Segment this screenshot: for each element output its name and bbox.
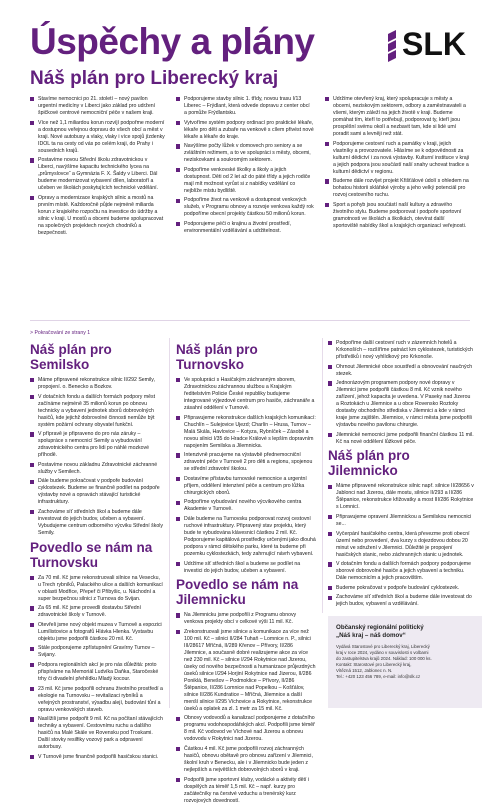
imprint-line: Kontakt: Starostové pro Liberecký kraj,	[336, 662, 412, 668]
list-item: Sport a pohyb jsou součástí naší kultury a zdravého životního stylu. Budeme podporovat i podpoře sportovní gramotnosti ve školách a školkách, otevírat další sportoviště nabídky škol a krajských organizací veřejnosti.	[325, 202, 470, 230]
list-item: V dotačních fondu a dalších formách podpory měst začínáme nejméně 35 milionů korun po obnovu technicky a vybavení jednotek sborů dobrovolných hasičů, kde jejichž dobrovolné činnosti nemůže být systém požární ochrany obyvatel funkční.	[30, 394, 163, 429]
bottom-column-2	[176, 340, 316, 807]
list-item: Otevřeli jsme nový objekt muzea v Turnově a expozici Lumílistovice a fotografů Hlávka Hlenka. Vystavbu objektu jsme podpořili částkou 20 mil. Kč.	[30, 622, 163, 643]
list-item: Jilemnické nemocnici jsme podpořili finanční částkou 11 mil. Kč na nové oddělení lůžkové péče.	[328, 432, 474, 446]
bottom-column-1	[30, 340, 163, 763]
page-title: Úspěchy a plány	[30, 21, 315, 62]
page-subtitle: Náš plán pro Liberecký kraj	[30, 68, 279, 89]
list-item: Dále budeme na Turnovsku podporovat rozvoj cestovní ruchové infrastruktury. Připravený stav projektu, který bude te vybudována klávesnicí částkou 2 mil. Kč. Podporujeme kapitálová prostředky určenými jako dlouhá podpora v rámci dětského parku, které ta budeme při pozemku cyklostezkách, tedy zahrnující návrh vybavení.	[176, 516, 316, 558]
section-heading: Povedlo se nám na Jilemnicku	[176, 577, 299, 608]
imprint-text	[336, 644, 476, 681]
list-item: Podpoříme vybudování nového výcvikového centra Akademie v Turnově.	[176, 499, 316, 513]
imprint-line: Vydává Starostové pro Liberecký kraj, Liberecký	[336, 644, 430, 649]
list-item: Zachováme síť středních škol a budeme dále investovat do jejich budov, učeben a vybavení. Vybudujeme centrum odborného výcviku Střední školy Semily.	[30, 509, 163, 537]
top-column-1	[30, 96, 165, 239]
list-item: Budeme pokračovat v podpoře budování cyklostezek.	[328, 585, 474, 592]
list-item: Zachováme síť středních škol a budeme dále investovat do jejich budov, vybavení a vzdělávání.	[328, 594, 474, 608]
list-item: Udržíme otevřený kraj, který spolupracuje s městy a obcemi, neziskovým sektorem, odbory a zaměstnavateli a všemi, kterým záleží na jejich životě v kraji. Budeme pomáhat tím, kteří to potřebují, podporovat ty, kteří jsou prospěšní svému okolí a nezbavit tam, kde si lidé umí poradit sami a levněji než stát.	[325, 96, 470, 138]
top-column-3	[325, 96, 470, 232]
list-item: Podpoříme další cestovní ruch v zázemních hotelů a Krkonoších – rozšíříme patnáct km cyklostezek, turistických přístřešků i nový vyhlídkový pro Krkonoše.	[328, 340, 474, 361]
list-item: V přípravě je připraveno do pro nás záruky – spolupráce s nemocnicí Semily a vybudování zdravotnického centra pro lidi po náhlé mozkové příhodě.	[30, 431, 163, 459]
list-item: Dále budeme pokračovat v podpoře budování cyklostezek. Budeme se finančně podílet na podpoře výstavby nové a opravách stávající turistické infrastruktury.	[30, 478, 163, 506]
list-item: Máme připravené rekonstrukce silnic II/292 Semily, propojení. o. Benecko a Bozkov.	[30, 377, 163, 391]
list-item: Částkou 4 mil. Kč jsme podpořili rozvoj záchranných hasičů, obnovu obětavě pro obnovu zařízení v Jilemnici, školní kruh v Benecku, ale i v Jilemnicko bude jeden z nejlepších a největších dobrovolných sborů v kraji.	[176, 746, 316, 774]
list-item: Postavíme novou základnu Zdravotnické záchranné služby v Semilech.	[30, 462, 163, 476]
list-item: Podpoříme venkovské školky a školy a jejich dostupnost. Děti od 2 let až do páté třídy a jejich rodiče mají mít možnost vyrůst si z nabídky vzdělání co nejblíže místu bydliště.	[176, 167, 314, 195]
list-item: Ve spolupráci s Hasičským záchranným sborem, Zdravotnickou záchrannou službou a Krajským ředitelstvím Policie České republiky budujeme integrované výjezdové centrum pro hasiče, záchranáře a zásahní oddělení v Turnově.	[176, 377, 316, 412]
list-item: Jednorázovým programem podpory nové dopravy v Jilemnici jsme podpořili částkou 8 mil. Kč vznik nového zařízení, jehož kapacita je uvedena. V Paseky nad Jizerou a Roztokách u Jilemnice a u obce Rovensko Roztoky dostavby obchodního střediska v Jilemnici a kde v rámci kraje jsme zajištěn. Jilemnice, v rámci města jsme podpořili výstavbu nového pavilonu chirurgie.	[328, 380, 474, 429]
list-item: Připravujeme rekonstrukce dalších krajských komunikací: Chuchlín – Sulejovice Ujezd; Charlín – Hrusa, Turnov – Malá Skála, Havlovice – Kotyza, Rybníček – Zásobě a novou silnici I/35 do Hradce Králové s lepším dopravním napojením Semilska a Jilemnicka.	[176, 415, 316, 450]
list-item: Zrekonstruovali jsme silnice a komunikace za více než 100 mil. Kč – silnici II/284 Tuhaň – Lomnice n. P., silnici III/28617 Mříčná, II/289 Křenov – Přívory, II/286 Jilemnice, a současně dobré realizujeme akce za více než 230 mil. Kč – silnice I/294 Rokytnice nad Jizerou, úseky od nového bezpečnosti a humanizace průjezdných úseků silnice I/294 Horjiní Rokytnice nad Jizerou, II/286 Poniklá, Benešov – Podmoklice – Přívory, II/286 Štěpanice, II/286 Lomnice nad Popelkou – Košťálov, silnice II/286 Kundratice – Mříčná, Jilemnice a další menší silnice I/295 Víchovice a Rokytnice, rekonstrukce úseků a oplatek za zl. 1 metr za 15 mil. Kč.	[176, 629, 316, 713]
column-divider	[322, 338, 323, 613]
section-heading: Povedlo se nám na Turnovsku	[30, 539, 153, 570]
imprint-title-line: „Náš kraj – náš domov“	[336, 631, 406, 639]
imprint-line: Vítězná 1512, Jablonec n. N.	[336, 668, 393, 674]
list-item: Navýšíme počty lůžek v domovech pro seniory a se zvláštním režimem, a to ve spolupráci s městy, obcemi, neziskovkami a soukromým sektorem.	[176, 143, 314, 164]
list-item: Podpořili jsme sportovní kluby, vodácké a aktivity dětí i dospělých za téměř 1,5 mil. Kč – např. kurzy pro začátečníky na čerstvé vzduchu a trenérský kurz rozvojových dovedností.	[176, 777, 316, 805]
imprint-line: do zastupitelstva krajů 2024. Náklad: 100 000 ks.	[336, 656, 432, 662]
column-divider	[169, 338, 170, 708]
list-item: V dotačním fondu a dalších formách podpory podporujeme sborové dobrovolné hasiče a jejich vybavení a techniku. Dále nemocnicím a jejich pracovištím.	[328, 561, 474, 582]
list-item: Vytvoříme systém podpory ordinací pro praktické lékaře, lékaře pro děti a zubaře na venkově s cílem přivést nové lékaře a lékaře do kraje.	[176, 120, 314, 141]
list-item: Vyčerpání hasičského centra, která převezme proti obecní území nebo provedení, dva kurzy s dojezdovou dobou 20 minut ve sdružení v Jilemnici. Důležité je propojení hasičských stanic, nebo záchranných stanic u jednotek.	[328, 531, 474, 559]
list-item: Stavíme nemocnici po 21. století – nový pavilon urgentní medicíny v Liberci jako základ pro udržení špičkové centrové nemocniční péče v našem kraji.	[30, 96, 165, 117]
list-item: Podporujeme cestovní ruch a památky v kraji, jejich vlastníky a provozovatele. Hlásíme se k odpovědnosti za kulturní dědictví i za nová výstavby. Kulturní instituce v kraji a jejich podpora jsou součástí naší snahy uchovat tradice a kulturní dědictví v regionu.	[325, 141, 470, 176]
list-item: 23 mil. Kč jsme podpořili ochranu životního prostředí a ekologie na Turnovsku – revitalizaci rybníků a veřejných prostranství, výsadbu alejí, budování tůní a opravu venkovských staveb.	[30, 686, 163, 714]
continued-note: > Pokračování ze strany 1	[30, 330, 91, 336]
imprint-title	[336, 624, 424, 639]
section-heading: Náš plán pro Jilemnicko	[328, 448, 410, 479]
list-item: Dostavíme přístavbu turnovské nemocnice a urgentní příjem, oddělení intenzivní péče a centrum pro lůžka chirurgických oborů.	[176, 476, 316, 497]
imprint-line: Tel.: +420 123 456 789, e-mail: info@slk.cz	[336, 674, 421, 680]
list-item: Budeme dále rozvíjet projekt Křišťálové údolí s ohledem na bohatou historii sklářské výroby a jeho velký potenciál pro rozvoj cestovního ruchu.	[325, 178, 470, 199]
imprint-title-line: Občanský regionální politický	[336, 624, 424, 631]
list-item: V Turnově jsme finančně podpořili hasičskou stanici.	[30, 754, 163, 761]
list-item: Připravujeme opravení Jilemnickou a Semilskou nemocnici se...	[328, 514, 474, 528]
list-item: Podpoříme život na venkově a dostupnost venkových služeb, v Programu obnovy a rozvoje venkova každý rok podpoříme obecní projekty částkou 50 milionů korun.	[176, 197, 314, 218]
list-item: Za 65 mil. Kč jsme provedli dostavbu Střední zdravotnické školy v Turnově.	[30, 605, 163, 619]
list-item: Obnovy vodovodů a kanalizací podporujeme z dotačního programu vodohospodářských akcí. Podpořili jsme téměř 8 mil. Kč vodovod ve Víchové nad Jizerou a obnovu vodovodu v Rokytnici nad Jizerou.	[176, 715, 316, 743]
list-item: Stále podporujeme zpřístupnění Gravírny Turnov – Svijany.	[30, 645, 163, 659]
list-item: Více než 1,1 miliardou korun rozvíjí podpořme moderní a dostupnou veřejnou dopravu do všech obcí a měst v kraji. Nové autobusy a vlaky, vlaky i více spojů jízdenky IDOL ta na cesty od vás po celém kraji, do Prahy i sousedních krajů.	[30, 120, 165, 155]
list-item: Naslížili jsme podpořit 9 mil. Kč na počítaní stávajících techniky a vybavení. Cestovnímu ruchu a dalšího hasičů na Malé Skále ve Rovensku pod Troskami. Další stovky resilfiky vozový park a odpravení autorbusy.	[30, 716, 163, 751]
list-item: Podporujeme stavby silnic 1. třídy, novou trasu I/13 Liberec – Frýdlant, která odvede dopravu z center obcí a pomůže Frýdlantsku.	[176, 96, 314, 117]
logo-text: SLK	[402, 26, 466, 62]
list-item: Podpora regionálních akcí je pro nás důležitá: proto přispíváme na Memoriál Ludvíka Daňka, Staročeské trhy či divadelní přehlídku Mladý kocour.	[30, 662, 163, 683]
bottom-column-3	[328, 340, 474, 611]
list-item: Opravy a modernizace krajských silnic a mostů na prvním místě. Každoročně půjde nejméně miliarda korun z krajského rozpočtu na investice do údržby a silnic v kraji. U mostů a obcemi budeme spolupracovat na společných projektech nových chodníků a bezpečnosti.	[30, 195, 165, 237]
list-item: Za 70 mil. Kč jsme rekonstruovali silnice na Vesecku, u Trech rybníků, Palackého ulice a dalších komunikací v oblasti Modřice, Přepeř či Přibyšic, u. Náchodní a super bezpečnou silnici z Turnova do Svijan.	[30, 575, 163, 603]
list-item: Ohrnout Jilemnické obce soustředí a obnovování naučných stezek.	[328, 364, 474, 378]
list-item: Intenzivně pracujeme na výstavbě přednemocniční zdravotní péče v Turnově 2 pro děti a regionu, spojenou se střední zdravotní školou.	[176, 452, 316, 473]
list-item: Udržíme síť středních škol a budeme se podílet na investici do jejich budov, učeben a vybavení.	[176, 561, 316, 575]
list-item: Na Jilemnicku jsme podpořili z Programu obnovy venkova projekty obcí v celkové výši 11 mil. Kč.	[176, 612, 316, 626]
section-heading: Náš plán pro Semilsko	[30, 342, 112, 372]
list-item: Máme připravené rekonstrukce silnic např. silnice II/28656 v Jablonci nad Jizerou, dále mostu, silnice II/293 a II/286 Štěpanice, rekonstrukce křižovatky a most III/286 Rokytnice s Lomnicí.	[328, 483, 474, 511]
list-item: Postavíme novou Střední školu zdravotnickou v Liberci, navýšíme kapacitu technického lycea na „průmyslovce“ a Gymnázia F. X. Šaldy v Liberci. Dál budeme modernizovat vybavení dílen, laboratoří a učeben ve školách poskytujících technické vzdělání.	[30, 157, 165, 192]
top-column-2	[176, 96, 314, 238]
section-heading: Náš plán pro Turnovsko	[176, 342, 258, 372]
section-divider	[30, 320, 470, 321]
list-item: Podporujeme péči o krajinu a životní prostředí, environmentální vzdělávání a udržitelnost.	[176, 221, 314, 235]
imprint-line: kraj v roce 2024, vydáno v souvislosti s volbami	[336, 650, 429, 656]
